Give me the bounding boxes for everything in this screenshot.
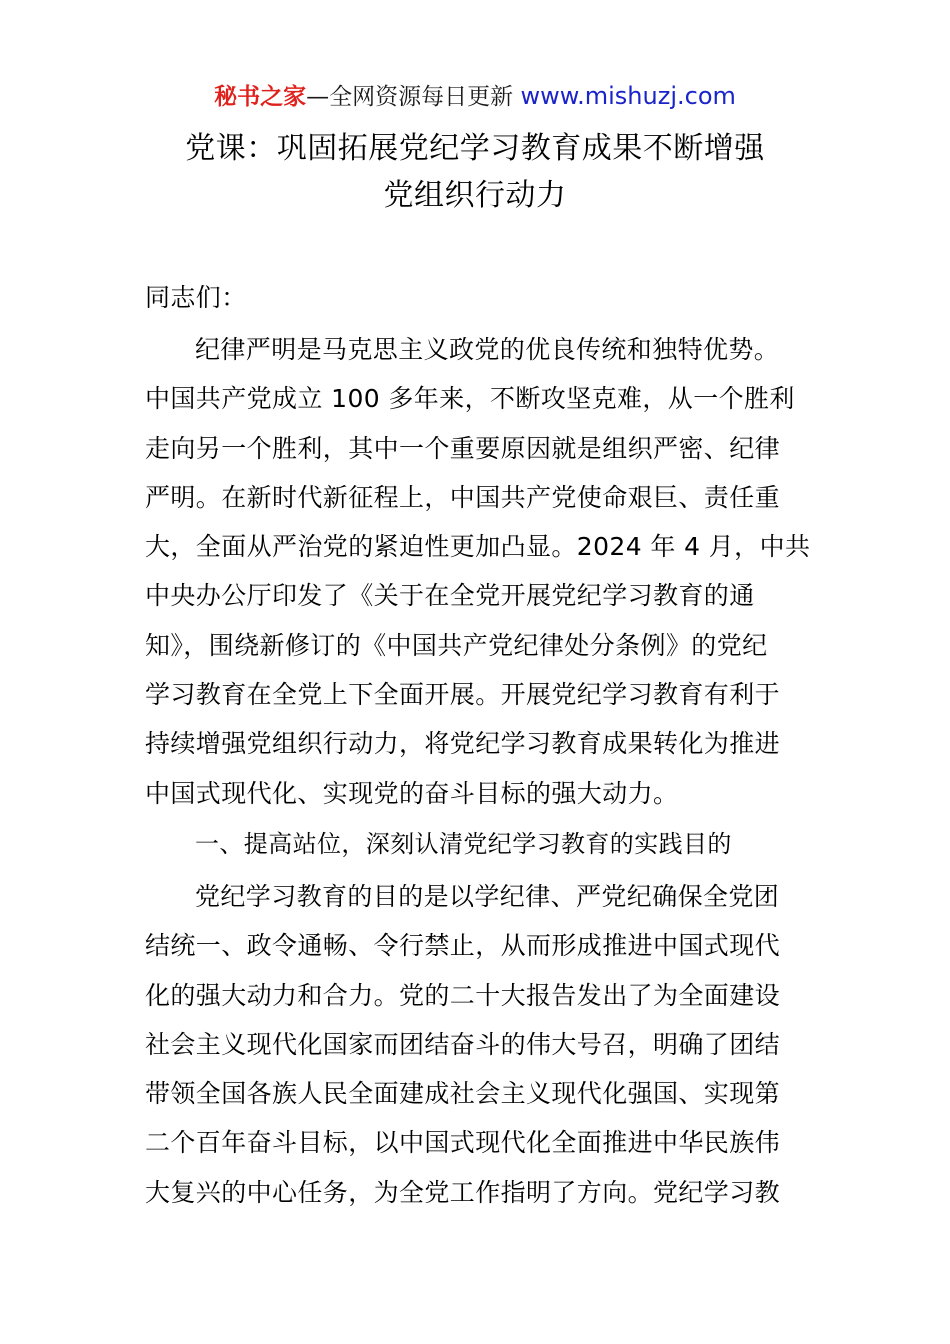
site-header: [0, 79, 950, 114]
paragraph-line: 二个百年奋斗目标，以中国式现代化全面推进中华民族伟: [145, 1128, 781, 1158]
paragraph-line: 结统一、政令通畅、令行禁止，从而形成推进中国式现代: [145, 931, 781, 961]
salutation: 同志们：: [145, 283, 247, 312]
site-url-link[interactable]: www.mishuzj.com: [520, 82, 736, 110]
header-tagline: —全网资源每日更新: [306, 84, 521, 110]
paragraph-line: 大复兴的中心任务，为全党工作指明了方向。党纪学习教: [145, 1177, 781, 1207]
paragraph-line: 社会主义现代化国家而团结奋斗的伟大号召，明确了团结: [145, 1029, 781, 1059]
paragraph-line: 化的强大动力和合力。党的二十大报告发出了为全面建设: [145, 980, 781, 1010]
paragraph-line: 走向另一个胜利，其中一个重要原因就是组织严密、纪律: [145, 433, 781, 463]
document-title-line-2: 党组织行动力: [383, 178, 567, 213]
section-heading-1: 一、提高站位，深刻认清党纪学习教育的实践目的: [195, 830, 732, 858]
brand-name: 秘书之家: [214, 84, 307, 110]
paragraph-line: 党纪学习教育的目的是以学纪律、严党纪确保全党团: [195, 882, 780, 911]
paragraph-line: 中国式现代化、实现党的奋斗目标的强大动力。: [145, 778, 679, 808]
paragraph-line: 知》，围绕新修订的《中国共产党纪律处分条例》的党纪: [145, 630, 768, 660]
paragraph-line: 学习教育在全党上下全面开展。开展党纪学习教育有利于: [145, 680, 781, 710]
paragraph-line: 带领全国各族人民全面建成社会主义现代化强国、实现第: [145, 1079, 781, 1109]
paragraph-line: 大，全面从严治党的紧迫性更加凸显。2024 年 4 月，中共: [145, 532, 811, 562]
document-title-line-1: 党课：巩固拓展党纪学习教育成果不断增强: [185, 131, 765, 166]
paragraph-1: [145, 325, 810, 818]
paragraph-line: 纪律严明是马克思主义政党的优良传统和独特优势。: [195, 335, 780, 364]
paragraph-line: 中央办公厅印发了《关于在全党开展党纪学习教育的通: [145, 581, 755, 611]
paragraph-line: 中国共产党成立 100 多年来，不断攻坚克难，从一个胜利: [145, 384, 795, 414]
paragraph-line: 严明。在新时代新征程上，中国共产党使命艰巨、责任重: [145, 482, 781, 512]
paragraph-line: 持续增强党组织行动力，将党纪学习教育成果转化为推进: [145, 729, 781, 759]
paragraph-2: [145, 872, 810, 1217]
